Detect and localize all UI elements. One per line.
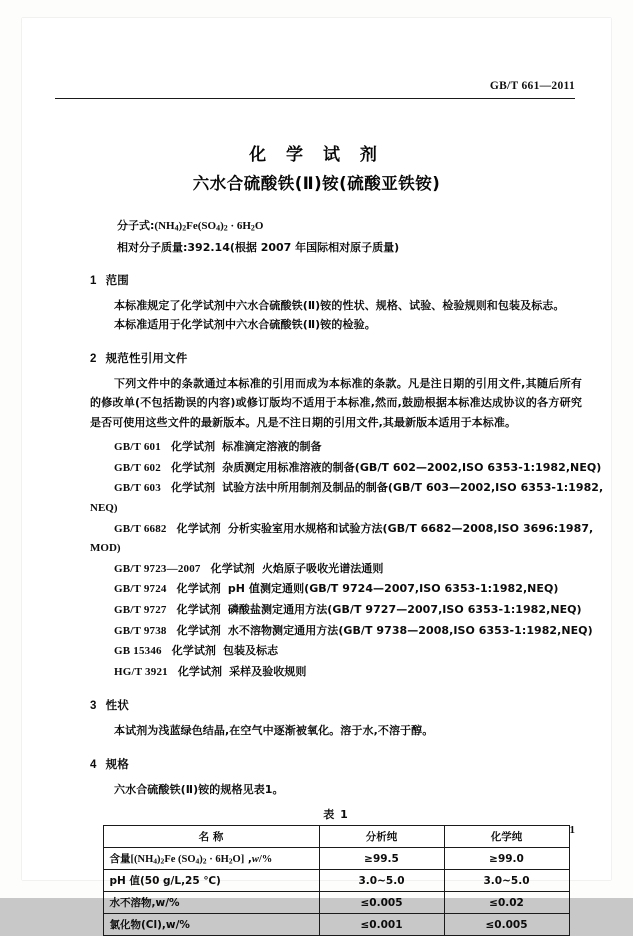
reference-code: GB/T 9724 <box>114 583 167 596</box>
cell-chemical-value: ≤0.005 <box>444 914 569 936</box>
header-rule <box>55 98 575 99</box>
reference-code: GB/T 603 <box>114 482 161 495</box>
section-heading-properties <box>90 697 582 713</box>
reference-item <box>114 559 582 580</box>
reference-code: GB/T 601 <box>114 441 161 454</box>
reference-title: 分析实验室用水规格和试验方法(GB/T 6682—2008,ISO 3696:1987, <box>227 521 594 535</box>
reference-title: 火焰原子吸收光谱法通则 <box>261 561 384 575</box>
reference-title: 试验方法中所用制剂及制品的制备(GB/T 603—2002,ISO 6353-1:1982, <box>222 481 604 495</box>
reference-title: 水不溶物测定通用方法(GB/T 9738—2008,ISO 6353-1:1982,NEQ) <box>227 623 593 637</box>
reference-code: GB/T 6682 <box>114 522 167 535</box>
cell-spec-name: pH 值(50 g/L,25 ℃) <box>103 870 319 892</box>
table-row <box>103 870 569 892</box>
molecular-mass-line: 相对分子质量:392.14(根据 2007 年国际相对原子质量) <box>117 240 400 254</box>
section-heading-scope <box>90 272 582 288</box>
reference-org: 化学试剂 <box>170 481 216 495</box>
reference-continuation: MOD) <box>90 542 121 555</box>
reference-continuation: NEQ) <box>90 502 118 515</box>
reference-title: 采样及验收规则 <box>229 664 307 678</box>
cell-chemical-value: 3.0~5.0 <box>444 870 569 892</box>
cell-spec-name: 含量[$(NH_4)_2Fe$ $(SO_4)_2 \cdot 6H_2O$] ,w/% <box>103 848 319 870</box>
reference-title: 包装及标志 <box>222 644 279 658</box>
cell-analytical-value: ≥99.5 <box>319 848 444 870</box>
reference-org: 化学试剂 <box>176 602 221 616</box>
table-header-row <box>103 826 569 848</box>
section-title-4: 规格 <box>105 756 130 771</box>
cell-analytical-value: 3.0~5.0 <box>319 870 444 892</box>
properties-paragraph: 本试剂为浅蓝绿色结晶,在空气中逐渐被氧化。溶于水,不溶于醇。 <box>114 724 434 738</box>
reference-code: GB 15346 <box>114 645 162 658</box>
specifications-paragraph: 六水合硫酸铁(Ⅱ)铵的规格见表1。 <box>114 782 284 796</box>
cell-analytical-value: ≤0.005 <box>319 892 444 914</box>
reference-item <box>114 458 602 479</box>
section-number-1: 1 <box>90 274 97 287</box>
molecular-formula-label: 分子式: <box>117 219 155 232</box>
reference-item <box>114 621 593 642</box>
reference-org: 化学试剂 <box>176 521 221 535</box>
section-title-2: 规范性引用文件 <box>105 350 188 365</box>
page-number: 1 <box>569 824 575 836</box>
section-number-2: 2 <box>90 352 97 365</box>
table-row <box>103 848 569 870</box>
reference-code: GB/T 9723—2007 <box>114 562 201 575</box>
reference-item <box>114 641 582 662</box>
scope-paragraph-2: 本标准适用于化学试剂中六水合硫酸铁(Ⅱ)铵的检验。 <box>114 318 376 332</box>
reference-org: 化学试剂 <box>176 623 221 637</box>
specifications-table <box>103 825 570 936</box>
reference-org: 化学试剂 <box>210 561 255 575</box>
cell-analytical-value: ≤0.001 <box>319 914 444 936</box>
reference-item <box>114 478 604 499</box>
cell-chemical-value: ≤0.02 <box>444 892 569 914</box>
reference-code: GB/T 9727 <box>114 603 167 616</box>
table-row <box>103 914 569 936</box>
reference-code: HG/T 3921 <box>114 665 168 678</box>
column-header-chemical: 化学纯 <box>444 826 569 848</box>
reference-item <box>114 600 582 621</box>
reference-code: GB/T 602 <box>114 461 161 474</box>
column-header-name: 名 称 <box>103 826 319 848</box>
molecular-formula-line <box>117 216 582 238</box>
scope-paragraph-1: 本标准规定了化学试剂中六水合硫酸铁(Ⅱ)铵的性状、规格、试验、检验规则和包装及标志。 <box>114 298 565 312</box>
table-caption: 表 1 <box>323 808 349 822</box>
reference-code: GB/T 9738 <box>114 624 167 637</box>
reference-title: 磷酸盐测定通用方法(GB/T 9727—2007,ISO 6353-1:1982,NEQ) <box>227 602 582 616</box>
section-heading-references <box>90 350 582 366</box>
document-title-sub: 六水合硫酸铁(Ⅱ)铵(硫酸亚铁铵) <box>192 174 441 193</box>
reference-org: 化学试剂 <box>170 460 216 474</box>
reference-org: 化学试剂 <box>170 440 216 454</box>
reference-item <box>114 437 582 458</box>
table-row <box>103 892 569 914</box>
reference-title: 标准滴定溶液的制备 <box>222 440 322 454</box>
column-header-analytical: 分析纯 <box>319 826 444 848</box>
cell-spec-name: 水不溶物,w/% <box>103 892 319 914</box>
document-title-main: 化 学 试 剂 <box>249 145 384 165</box>
section-number-3: 3 <box>90 700 97 713</box>
reference-title: 杂质测定用标准溶液的制备(GB/T 602—2002,ISO 6353-1:1982,NEQ) <box>222 460 602 474</box>
cell-spec-name: 氯化物(Cl),w/% <box>103 914 319 936</box>
molecular-formula-value: $(NH_4)_2Fe(SO_4)_2 \cdot 6H_2O$ <box>154 220 264 233</box>
cell-chemical-value: ≥99.0 <box>444 848 569 870</box>
reference-item <box>114 519 594 540</box>
reference-org: 化学试剂 <box>176 582 221 596</box>
reference-org: 化学试剂 <box>171 644 216 658</box>
section-number-4: 4 <box>90 758 97 771</box>
section-title-3: 性状 <box>105 698 130 713</box>
section-title-1: 范围 <box>105 272 130 287</box>
document-body <box>90 216 604 936</box>
section-heading-specifications <box>90 756 582 772</box>
reference-item <box>114 579 582 600</box>
reference-org: 化学试剂 <box>177 664 223 678</box>
normative-reference-list <box>90 437 604 682</box>
page-sheet <box>22 18 611 932</box>
page-header-standard-code: GB/T 661—2011 <box>489 80 575 92</box>
reference-item <box>114 662 582 683</box>
reference-title: pH 值测定通则(GB/T 9724—2007,ISO 6353-1:1982,NEQ) <box>227 582 559 596</box>
references-intro-paragraph: 下列文件中的条款通过本标准的引用而成为本标准的条款。凡是注日期的引用文件,其随后所有的修改单(不包括勘误的内容)或修订版均不适用于本标准,然而,鼓励根据本标准达成协议的各方研究是否可使用这些文件的最新版本。凡是不注日期的引用文件,其最新版本适用于本标准。 <box>90 376 582 429</box>
